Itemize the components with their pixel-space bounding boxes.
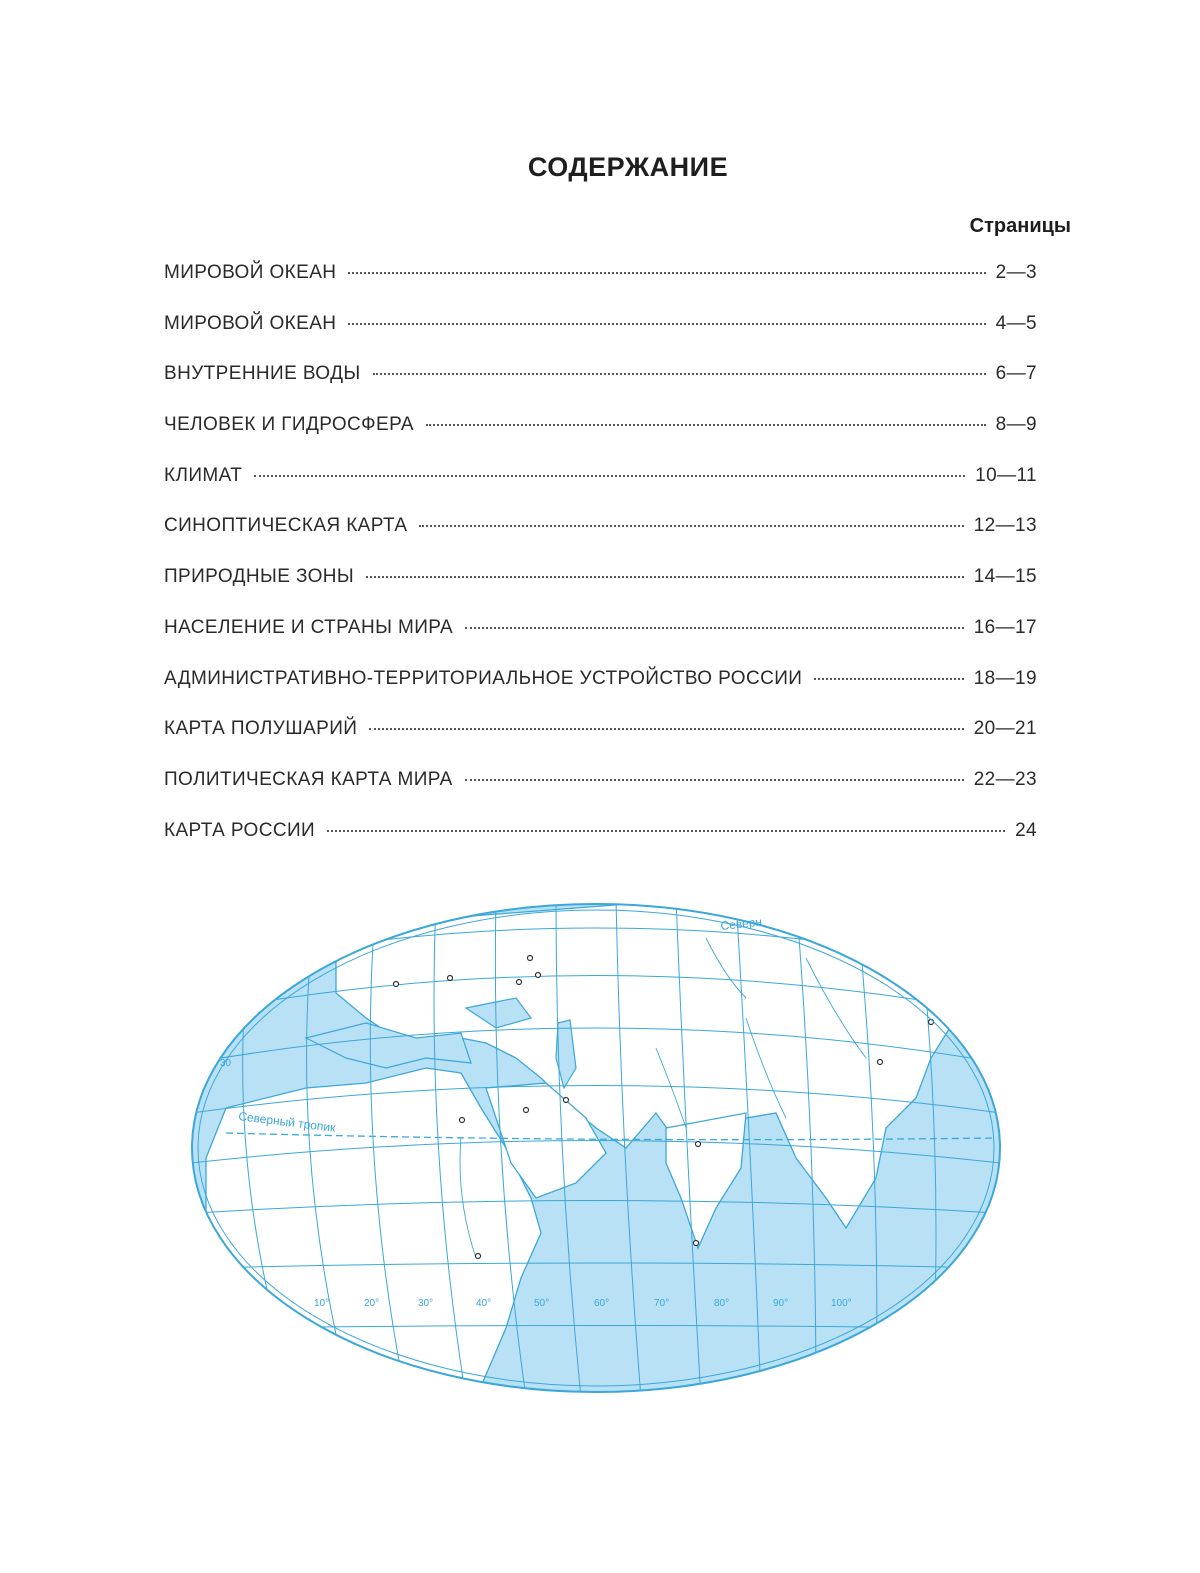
longitude-label: 50°	[534, 1298, 550, 1309]
toc-entry-label: ЧЕЛОВЕК И ГИДРОСФЕРА	[164, 414, 414, 436]
toc-entry-label: АДМИНИСТРАТИВНО-ТЕРРИТОРИАЛЬНОЕ УСТРОЙСТВО РОССИИ	[164, 667, 803, 689]
leader-dots	[254, 475, 965, 477]
pages-column-header: Страницы	[969, 215, 1071, 237]
toc-entry-label: ВНУТРЕННИЕ ВОДЫ	[164, 363, 361, 385]
toc-entry-label: ПРИРОДНЫЕ ЗОНЫ	[164, 566, 355, 588]
longitude-label: 70°	[654, 1298, 670, 1309]
toc-entry[interactable]	[164, 262, 1037, 313]
toc-entry-pages: 2—3	[995, 262, 1037, 283]
toc-entry-label: СИНОПТИЧЕСКАЯ КАРТА	[164, 515, 408, 537]
toc-entry-pages: 16—17	[973, 616, 1037, 638]
toc-entry-label: КАРТА ПОЛУШАРИЙ	[164, 718, 358, 740]
toc-entry-pages: 24	[1015, 819, 1037, 841]
leader-dots	[426, 424, 986, 426]
longitude-label: 20°	[364, 1298, 380, 1309]
page-title: СОДЕРЖАНИЕ	[527, 152, 729, 182]
toc-entry-label: НАСЕЛЕНИЕ И СТРАНЫ МИРА	[164, 616, 454, 638]
toc-entry[interactable]	[164, 465, 1037, 516]
leader-dots	[366, 576, 964, 578]
world-map-outline	[186, 898, 1006, 1398]
toc-entry-label: МИРОВОЙ ОКЕАН	[164, 262, 337, 283]
leader-dots	[814, 678, 963, 680]
toc-entry-pages: 6—7	[995, 363, 1037, 385]
arctic-label: Северн	[719, 914, 763, 933]
toc-entry-pages: 8—9	[995, 414, 1037, 436]
toc-entry[interactable]	[164, 566, 1037, 617]
table-of-contents	[164, 262, 1037, 870]
leader-dots	[369, 728, 963, 730]
longitude-label: 80°	[714, 1298, 730, 1309]
toc-entry[interactable]	[164, 515, 1037, 566]
leader-dots	[465, 627, 964, 629]
toc-entry[interactable]	[164, 820, 1037, 871]
toc-entry[interactable]	[164, 617, 1037, 668]
toc-entry-pages: 18—19	[973, 667, 1037, 689]
leader-dots	[348, 323, 985, 325]
leader-dots	[348, 272, 985, 274]
leader-dots	[465, 779, 964, 781]
leader-dots	[327, 830, 1005, 832]
toc-entry-pages: 14—15	[973, 566, 1037, 588]
toc-entry[interactable]	[164, 313, 1037, 364]
leader-dots	[419, 525, 963, 527]
toc-entry-pages: 4—5	[995, 312, 1037, 334]
toc-entry-label: КАРТА РОССИИ	[164, 819, 316, 841]
tropic-label: Северный тропик	[237, 1109, 337, 1135]
longitude-label: 40°	[476, 1298, 492, 1309]
toc-entry-label: ПОЛИТИЧЕСКАЯ КАРТА МИРА	[164, 768, 453, 790]
toc-entry[interactable]	[164, 718, 1037, 769]
toc-entry-pages: 20—21	[973, 718, 1037, 740]
longitude-label: 30°	[418, 1298, 434, 1309]
longitude-label: 10°	[314, 1298, 330, 1309]
toc-entry-pages: 22—23	[973, 768, 1037, 790]
longitude-label: 100°	[831, 1298, 852, 1309]
toc-entry-label: КЛИМАТ	[164, 464, 243, 486]
toc-entry[interactable]	[164, 668, 1037, 719]
leader-dots	[373, 373, 986, 375]
longitude-label: 60°	[594, 1298, 610, 1309]
toc-entry-pages: 10—11	[975, 464, 1037, 486]
toc-entry-pages: 12—13	[973, 515, 1037, 537]
toc-entry-label: МИРОВОЙ ОКЕАН	[164, 312, 337, 334]
toc-entry[interactable]	[164, 414, 1037, 465]
toc-entry[interactable]	[164, 769, 1037, 820]
latitude-label: 30	[220, 1058, 232, 1069]
toc-entry[interactable]	[164, 363, 1037, 414]
longitude-label: 90°	[773, 1298, 789, 1309]
